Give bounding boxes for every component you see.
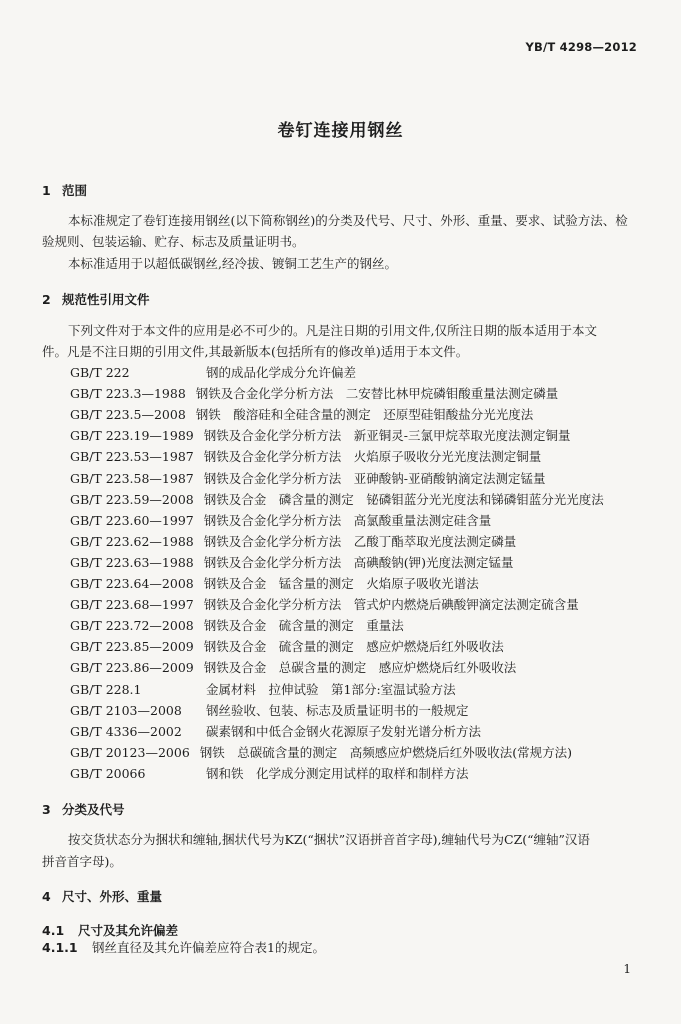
reference-code: GB/T 223.19—1989 — [70, 428, 194, 444]
reference-title: 碳素钢和中低合金钢火花源原子发射光谱分析方法 — [206, 723, 482, 739]
reference-title: 钢铁及合金 锰含量的测定 火焰原子吸收光谱法 — [203, 576, 479, 591]
reference-title: 钢铁及合金 硫含量的测定 感应炉燃烧后红外吸收法 — [203, 639, 504, 655]
reference-code: GB/T 223.59—2008 — [70, 491, 194, 507]
classification-line-1: 按交货状态分为捆状和缠轴,捆状代号为KZ(“捆状”汉语拼音首字母),缠轴代号为CZ(“缠轴”汉语 — [68, 832, 590, 847]
reference-item — [70, 616, 404, 634]
section-heading-1 — [42, 181, 87, 199]
reference-title: 钢铁 酸溶硅和全硅含量的测定 还原型硅钼酸盐分光光度法 — [195, 407, 534, 423]
subsection-title: 尺寸及其允许偏差 — [78, 923, 179, 938]
section-title: 分类及代号 — [62, 802, 125, 817]
section-title: 规范性引用文件 — [62, 292, 150, 307]
reference-title: 钢铁 总碳硫含量的测定 高频感应炉燃烧后红外吸收法(常规方法) — [199, 744, 573, 760]
standard-number: YB/T 4298—2012 — [525, 40, 637, 54]
reference-code: GB/T 223.86—2009 — [70, 660, 194, 676]
reference-code: GB/T 2103—2008 — [70, 702, 182, 718]
scope-paragraph-1-line-2: 验规则、包装运输、贮存、标志及质量证明书。 — [42, 234, 305, 249]
reference-code: GB/T 223.68—1997 — [70, 597, 194, 613]
reference-title: 钢铁及合金化学分析方法 管式炉内燃烧后碘酸钾滴定法测定硫含量 — [203, 597, 579, 613]
reference-title: 钢铁及合金化学分析方法 高碘酸钠(钾)光度法测定锰量 — [203, 554, 514, 570]
section-heading-3 — [42, 800, 125, 818]
reference-item — [70, 490, 604, 508]
clause-4-1-1 — [42, 937, 325, 958]
reference-code: GB/T 223.72—2008 — [70, 618, 194, 634]
reference-title: 钢铁及合金化学分析方法 亚砷酸钠-亚硝酸钠滴定法测定锰量 — [203, 470, 546, 486]
reference-code: GB/T 20123—2006 — [70, 744, 190, 760]
section-title: 尺寸、外形、重量 — [62, 889, 163, 904]
reference-title: 钢丝验收、包装、标志及质量证明书的一般规定 — [206, 702, 469, 718]
reference-title: 钢铁及合金 总碳含量的测定 感应炉燃烧后红外吸收法 — [203, 660, 517, 676]
scope-paragraph-2: 本标准适用于以超低碳钢丝,经冷拔、镀铜工艺生产的钢丝。 — [68, 256, 397, 271]
normative-intro-line-2: 件。凡是不注日期的引用文件,其最新版本(包括所有的修改单)适用于本文件。 — [42, 344, 469, 359]
reference-title: 钢铁及合金 硫含量的测定 重量法 — [203, 618, 404, 634]
reference-code: GB/T 223.63—1988 — [70, 554, 194, 570]
reference-code: GB/T 223.64—2008 — [70, 576, 194, 591]
reference-item — [70, 405, 533, 423]
reference-item — [70, 722, 481, 740]
reference-code: GB/T 20066 — [70, 765, 146, 781]
reference-code: GB/T 4336—2002 — [70, 723, 182, 739]
section-number: 4 — [42, 889, 51, 904]
reference-item — [70, 574, 479, 592]
reference-title: 钢和铁 化学成分测定用试样的取样和制样方法 — [206, 765, 469, 781]
reference-item — [70, 743, 572, 761]
normative-intro-line-1: 下列文件对于本文件的应用是必不可少的。凡是注日期的引用文件,仅所注日期的版本适用于本文 — [68, 323, 597, 338]
reference-item — [70, 469, 545, 487]
reference-title: 金属材料 拉伸试验 第1部分:室温试验方法 — [206, 681, 456, 697]
reference-code: GB/T 223.53—1987 — [70, 449, 194, 465]
reference-item — [70, 532, 516, 550]
section-number: 2 — [42, 292, 51, 307]
reference-code: GB/T 223.60—1997 — [70, 512, 194, 528]
reference-title: 钢的成品化学成分允许偏差 — [206, 365, 357, 380]
section-number: 1 — [42, 183, 51, 198]
reference-item — [70, 426, 570, 444]
reference-code: GB/T 228.1 — [70, 681, 142, 697]
reference-code: GB/T 223.62—1988 — [70, 533, 194, 549]
scope-paragraph-1-line-1: 本标准规定了卷钉连接用钢丝(以下简称钢丝)的分类及代号、尺寸、外形、重量、要求、试验方法、检 — [68, 213, 628, 228]
reference-title: 钢铁及合金化学分析方法 乙酸丁酯萃取光度法测定磷量 — [203, 533, 517, 549]
classification-line-2: 拼音首字母)。 — [42, 854, 122, 869]
reference-title: 钢铁及合金化学分析方法 火焰原子吸收分光光度法测定铜量 — [203, 449, 542, 465]
reference-code: GB/T 223.85—2009 — [70, 639, 194, 655]
reference-code: GB/T 223.3—1988 — [70, 386, 186, 402]
reference-item — [70, 553, 514, 571]
reference-item — [70, 595, 579, 613]
document-title: 卷钉连接用钢丝 — [277, 121, 404, 141]
section-heading-4 — [42, 887, 162, 905]
reference-title: 钢铁及合金化学分析方法 新亚铜灵-三氯甲烷萃取光度法测定铜量 — [203, 428, 571, 444]
clause-number: 4.1.1 — [42, 940, 78, 955]
section-heading-2 — [42, 290, 150, 308]
reference-code: GB/T 223.5—2008 — [70, 407, 186, 423]
reference-item — [70, 447, 541, 465]
section-number: 3 — [42, 802, 51, 817]
reference-item — [70, 764, 469, 782]
reference-item — [70, 658, 516, 676]
reference-item — [70, 511, 491, 529]
reference-title: 钢铁及合金 磷含量的测定 铋磷钼蓝分光光度法和锑磷钼蓝分光光度法 — [203, 491, 604, 507]
reference-code: GB/T 222 — [70, 365, 130, 380]
reference-item — [70, 637, 504, 655]
reference-title: 钢铁及合金化学分析方法 二安替比林甲烷磷钼酸重量法测定磷量 — [195, 386, 559, 402]
reference-item — [70, 701, 469, 719]
section-title: 范围 — [62, 183, 88, 198]
reference-item — [70, 384, 558, 402]
reference-code: GB/T 223.58—1987 — [70, 470, 194, 486]
reference-item — [70, 680, 456, 698]
page-number: 1 — [623, 962, 631, 976]
reference-title: 钢铁及合金化学分析方法 高氯酸重量法测定硅含量 — [203, 512, 492, 528]
reference-item — [70, 363, 356, 381]
clause-text: 钢丝直径及其允许偏差应符合表1的规定。 — [92, 940, 325, 955]
subsection-number: 4.1 — [42, 923, 65, 938]
